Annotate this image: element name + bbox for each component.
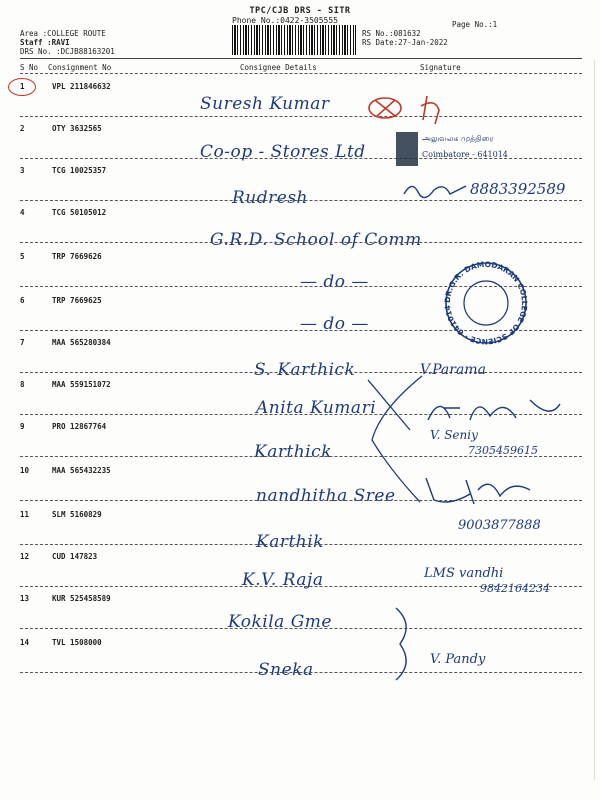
col-sno: S No	[20, 63, 39, 72]
row-divider	[20, 544, 582, 545]
header-rule	[20, 58, 582, 59]
col-consignee: Consignee Details	[240, 63, 317, 72]
phone-note-4: 9842164234	[480, 582, 550, 595]
signature-scribble-row8	[420, 390, 570, 428]
col-consignment: Consignment No	[48, 63, 112, 72]
row-divider	[20, 116, 582, 117]
signature-scribble-row10	[420, 470, 540, 510]
signature-pandy: V. Pandy	[430, 652, 486, 667]
row-consignee-handwritten: Kokila Gme	[228, 612, 332, 632]
row-divider	[20, 372, 582, 373]
stamp-line2: Coimbatore - 641014	[422, 150, 508, 159]
stamp-logo	[396, 132, 418, 166]
row-consignment-no: TRP 7669626	[52, 252, 102, 261]
row-consignment-no: MAA 559151072	[52, 380, 111, 389]
row-consignment-no: OTY 3632565	[52, 124, 102, 133]
row-sno: 7	[20, 338, 25, 347]
row-divider	[20, 672, 582, 673]
row-consignment-no: TVL 1508000	[52, 638, 102, 647]
row-sno: 6	[20, 296, 25, 305]
row-consignee-handwritten: Anita Kumari	[256, 398, 377, 418]
row-sno: 4	[20, 208, 25, 217]
page-number: Page No.:1	[452, 20, 498, 29]
barcode	[232, 25, 356, 55]
row-sno: 1	[20, 82, 25, 91]
phone-note-3: 9003877888	[458, 518, 541, 533]
row-consignee-handwritten: — do —	[300, 314, 369, 334]
round-stamp-text: DR.G.R. DAMODARAN COLLEGE OF SCIENCE · 641014	[442, 259, 530, 347]
row-consignment-no: MAA 565432235	[52, 466, 111, 475]
row-consignment-no: TCG 50105012	[52, 208, 107, 217]
row-sno: 3	[20, 166, 25, 175]
row-consignee-handwritten: Karthick	[254, 442, 333, 462]
row-consignee-handwritten: Karthik	[256, 532, 324, 552]
column-rule	[20, 73, 582, 74]
row-sno: 11	[20, 510, 30, 519]
rs-date: RS Date:27-Jan-2022	[362, 38, 448, 47]
row-sno: 2	[20, 124, 25, 133]
phone-number: Phone No.:0422-3505555	[232, 16, 338, 25]
stamp-line1: அலுவலக முத்திரை	[422, 134, 494, 143]
signature-lms: LMS vandhi	[424, 566, 504, 581]
row-sno: 9	[20, 422, 25, 431]
row-consignee-handwritten: Sneka	[258, 660, 314, 680]
row-consignment-no: VPL 211846632	[52, 82, 111, 91]
row-sno: 12	[20, 552, 30, 561]
row-sno: 8	[20, 380, 25, 389]
row-divider	[20, 628, 582, 629]
scan-edge	[594, 60, 595, 780]
red-check-marks	[365, 90, 455, 130]
bracket-arrow-marks	[360, 370, 430, 510]
row-consignment-no: SLM 5160829	[52, 510, 102, 519]
row-sno: 14	[20, 638, 30, 647]
row-divider	[20, 200, 582, 201]
rs-number: RS No.:081632	[362, 29, 421, 38]
row-consignment-no: TCG 10025357	[52, 166, 107, 175]
area-label: Area :COLLEGE ROUTE	[20, 29, 106, 38]
row-consignment-no: PRO 12867764	[52, 422, 107, 431]
signature-rudresh	[400, 178, 470, 202]
row-consignee-handwritten: — do —	[300, 272, 369, 292]
office-stamp	[396, 130, 516, 172]
brace-mark	[390, 604, 426, 684]
row-consignment-no: TRP 7669625	[52, 296, 102, 305]
row-consignee-handwritten: Co-op - Stores Ltd	[200, 142, 366, 162]
drs-number: DRS No. :DCJB88163201	[20, 47, 115, 56]
row-consignee-handwritten: Suresh Kumar	[200, 94, 330, 114]
phone-note-1: 8883392589	[470, 180, 566, 198]
row-consignment-no: CUD 147823	[52, 552, 98, 561]
row-sno: 10	[20, 466, 30, 475]
row-consignee-handwritten: S. Karthick	[254, 360, 356, 380]
svg-text:DR.G.R. DAMODARAN COLLEGE OF S	[432, 258, 529, 346]
row-consignment-no: MAA 565280384	[52, 338, 111, 347]
row-consignment-no: KUR 525458589	[52, 594, 111, 603]
row-sno: 5	[20, 252, 25, 261]
staff-label: Staff :RAVI	[20, 38, 70, 47]
signature-parama: V.Parama	[420, 362, 486, 378]
round-college-stamp	[432, 258, 540, 348]
row-consignee-handwritten: K.V. Raja	[242, 570, 324, 590]
row-divider	[20, 242, 582, 243]
row-consignee-handwritten: nandhitha Sree	[256, 486, 396, 506]
row-sno: 13	[20, 594, 30, 603]
row-consignee-handwritten: Rudresh	[232, 188, 308, 208]
row-consignee-handwritten: G.R.D. School of Comm	[210, 230, 422, 250]
col-signature: Signature	[420, 63, 461, 72]
phone-note-2: 7305459615	[468, 444, 538, 457]
signature-seniy: V. Seniy	[430, 428, 478, 442]
document-title: TPC/CJB DRS - SITR	[249, 6, 351, 16]
red-circle-mark	[8, 78, 36, 96]
